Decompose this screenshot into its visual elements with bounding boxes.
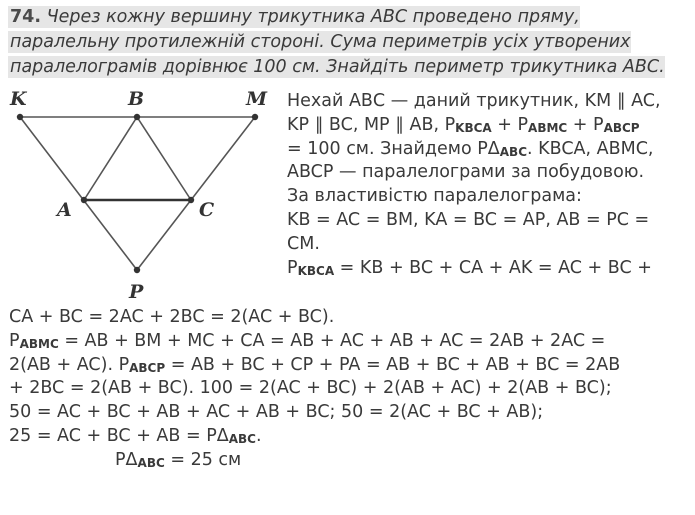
point-p (134, 267, 140, 273)
solution-full-block (9, 306, 620, 473)
sol-line-10: PABMC = AB + BM + MC + CA = AB + AC + AB + AC = 2AB + 2AC = (9, 330, 606, 351)
problem-line-2: паралельну протилежній стороні. Сума периметрів усіх утворених (10, 32, 631, 52)
problem-number: 74. (10, 7, 42, 27)
label-a: A (57, 199, 72, 221)
label-k: K (10, 88, 27, 110)
sol-line-8: PKBCA = KB + BC + CA + AK = AC + BC + (287, 257, 652, 278)
point-m (252, 114, 258, 120)
point-a (81, 197, 87, 203)
label-p: P (129, 281, 144, 303)
point-b (134, 114, 140, 120)
side-bc (137, 117, 191, 200)
sol-line-5: За властивістю паралелограма: (287, 186, 582, 207)
point-k (17, 114, 23, 120)
line-mp (137, 117, 255, 270)
line-kp (20, 117, 137, 270)
sol-line-2: KP ∥ BC, MP ∥ AB, PKBCA + PABMC + PABCP (287, 114, 640, 135)
sol-line-14: 25 = AC + BC + AB = PΔABC. (9, 425, 262, 446)
sol-line-3: = 100 см. Знайдемо PΔABC. KBCA, ABMC, (287, 138, 654, 159)
problem-line-3: паралелограмів дорівнює 100 см. Знайдіть периметр трикутника АВС. (10, 57, 665, 77)
sol-line-1: Нехай АВС — даний трикутник, KM ∥ AC, (287, 91, 661, 111)
side-ab (84, 117, 137, 200)
sol-line-11: 2(AB + AC). PABCP = AB + BC + CP + PA = AB + BC + AB + BC = 2AB (9, 354, 621, 375)
problem-line-1: 74. Через кожну вершину трикутника АВС проведено пряму, (10, 7, 580, 27)
label-b: B (128, 88, 145, 110)
label-c: C (199, 199, 215, 221)
sol-line-7: CM. (287, 233, 320, 254)
sol-line-4: ABCP — паралелограми за побудовою. (287, 162, 645, 183)
sol-line-6: KB = AC = BM, KA = BC = AP, AB = PC = (287, 209, 650, 230)
solution-right-block (287, 90, 661, 280)
sol-line-12: + 2BC = 2(AB + BC). 100 = 2(AC + BC) + 2(AB + AC) + 2(AB + BC); (9, 378, 612, 399)
point-c (188, 197, 194, 203)
sol-line-15: PΔABC = 25 см (115, 449, 242, 470)
sol-line-13: 50 = AC + BC + AB + AC + AB + BC; 50 = 2(AC + BC + AB); (9, 402, 544, 423)
label-m: M (246, 88, 268, 110)
sol-line-9: CA + BC = 2AC + 2BC = 2(AC + BC). (9, 307, 335, 327)
